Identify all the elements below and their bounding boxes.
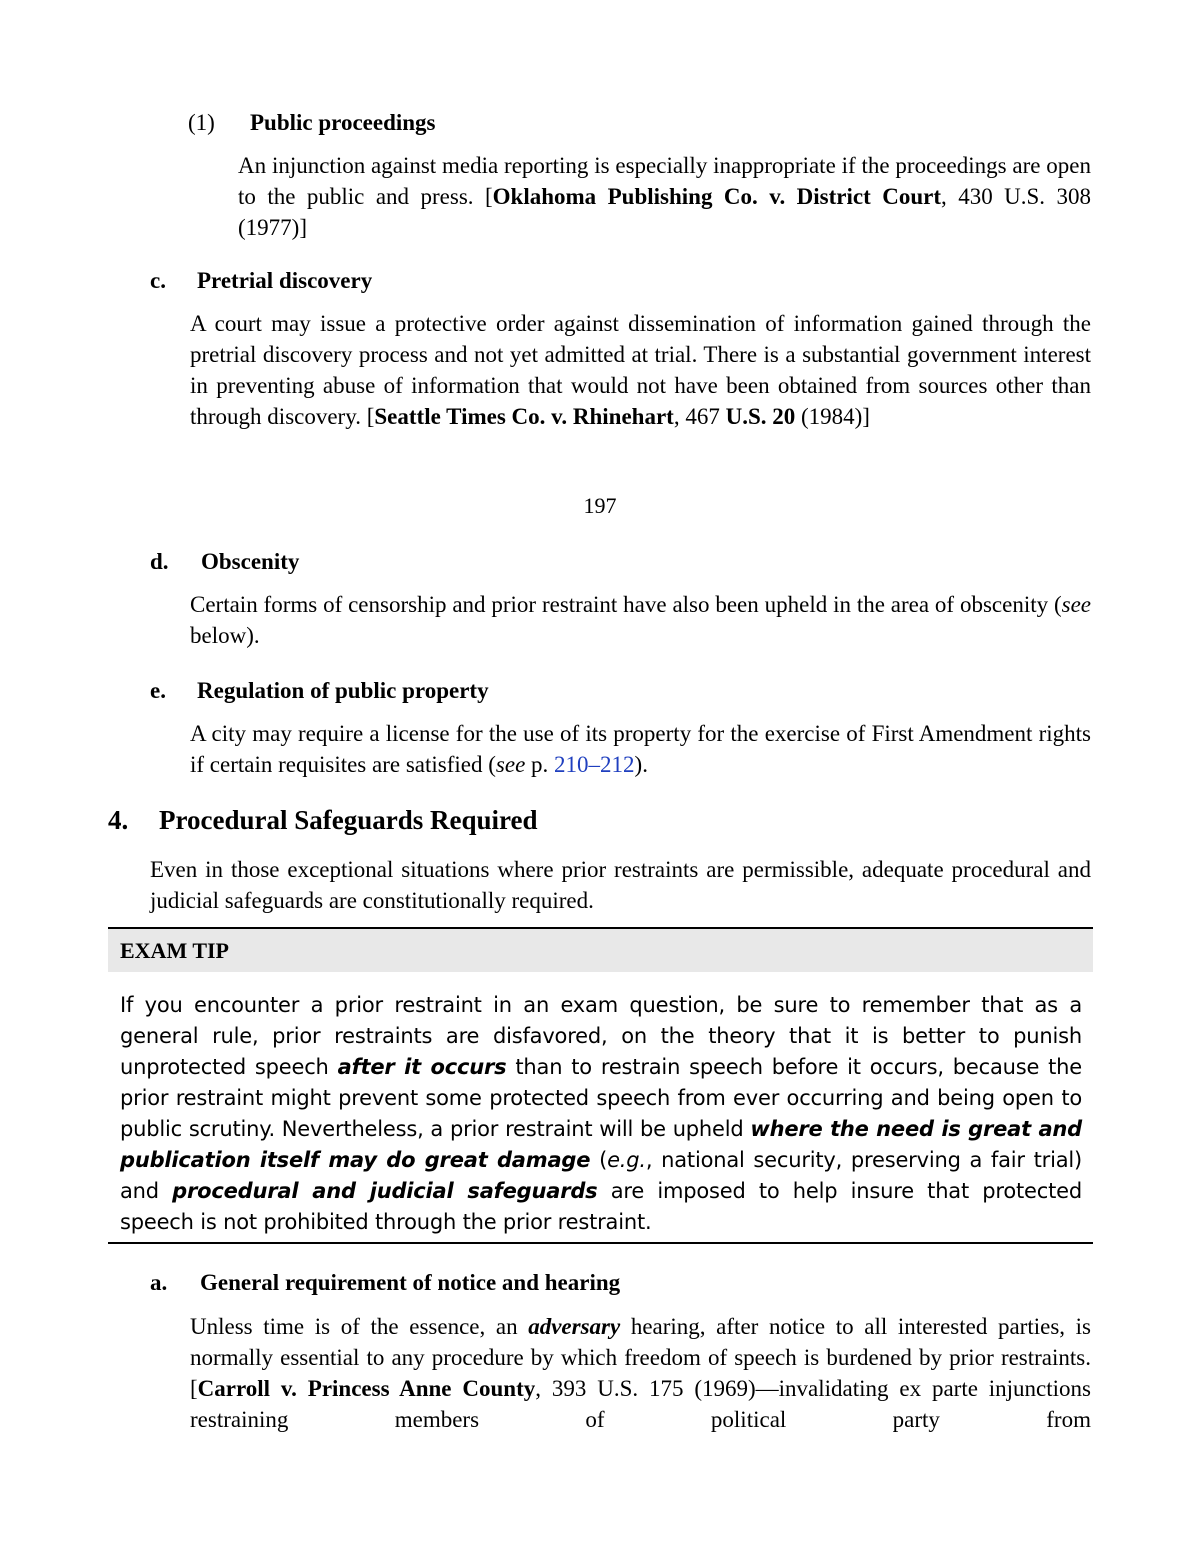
heading-title: Public proceedings — [250, 110, 436, 135]
tip-emphasis: where the need is great and publication itself may do great damage — [120, 1117, 1082, 1172]
paragraph-obscenity — [190, 589, 1091, 651]
heading-public-property — [150, 676, 489, 706]
heading-obscenity — [150, 547, 299, 577]
paragraph-text-end: , 393 U.S. 175 (1969)—invalidating ex parte injunctions restraining members of political party from — [190, 1376, 1091, 1432]
heading-title: General requirement of notice and hearing — [200, 1270, 621, 1295]
paragraph-procedural-safeguards — [150, 854, 1091, 916]
exam-tip-bottom-rule — [108, 1242, 1093, 1244]
see-signal: see — [1061, 592, 1091, 617]
paragraph-text-mid: p. — [525, 752, 555, 777]
tip-text-part: are imposed to help insure that protected speech is not prohibited through the prior restraint. — [120, 1179, 1082, 1234]
heading-marker: d. — [150, 549, 169, 574]
heading-title: Regulation of public property — [197, 678, 489, 703]
heading-marker: c. — [150, 268, 166, 293]
paragraph-public-property — [190, 718, 1091, 780]
tip-text-part: If you encounter a prior restraint in an exam question, be sure to remember that as a general rule, prior restraints are disfavored, on the theory that it is better to punish unprotected speech — [120, 993, 1082, 1079]
paragraph-text: A court may issue a protective order against dissemination of information gained through the pretrial discovery process and not yet admitted at trial. There is a substantial government interest in preventing abuse of information that would not have been obtained from sources other than through discovery. [ — [190, 311, 1091, 429]
heading-notice-and-hearing — [150, 1268, 620, 1298]
case-citation-year: (1984)] — [795, 404, 870, 429]
case-citation: , 430 U.S. 308 (1977)] — [238, 184, 1092, 240]
paragraph-text: Unless time is of the essence, an — [190, 1314, 529, 1339]
paragraph-pretrial-discovery — [190, 308, 1091, 432]
paragraph-notice-and-hearing — [190, 1311, 1091, 1435]
tip-text-part: , national security, preserving a fair trial) and — [120, 1148, 1083, 1203]
case-citation-bold: U.S. 20 — [725, 404, 796, 429]
page-reference-link[interactable]: 210–212 — [554, 752, 635, 777]
heading-pretrial-discovery — [150, 266, 372, 296]
paragraph-text-end: ). — [634, 752, 648, 777]
paragraph-public-proceedings — [238, 150, 1091, 243]
heading-marker: e. — [150, 678, 166, 703]
section-marker: 4. — [108, 805, 129, 835]
tip-emphasis: after it occurs — [337, 1055, 507, 1079]
case-citation: , 467 — [673, 404, 726, 429]
page-number: 197 — [583, 493, 617, 518]
paragraph-text: An injunction against media reporting is especially inappropriate if the proceedings are open to the public and press. [ — [238, 153, 1091, 209]
exam-tip-header-bar — [108, 929, 1093, 972]
section-title: Procedural Safeguards Required — [159, 805, 538, 835]
paragraph-text: Certain forms of censorship and prior restraint have also been upheld in the area of obscenity ( — [190, 592, 1062, 617]
heading-title: Obscenity — [201, 549, 300, 574]
paragraph-text-end: below). — [190, 623, 260, 648]
case-name: Carroll v. Princess Anne County — [197, 1376, 536, 1401]
exam-tip-title: EXAM TIP — [120, 938, 229, 963]
heading-public-proceedings — [188, 108, 436, 138]
exam-tip-text — [120, 990, 1082, 1238]
section-heading-procedural-safeguards — [108, 803, 538, 837]
case-name: Oklahoma Publishing Co. v. District Court — [492, 184, 941, 209]
paragraph-text: A city may require a license for the use of its property for the exercise of First Amendment rights if certain requisites are satisfied ( — [190, 721, 1091, 777]
tip-emphasis: procedural and judicial safeguards — [172, 1179, 598, 1203]
case-name: Seattle Times Co. v. Rhinehart — [374, 404, 674, 429]
tip-text-part: ( — [590, 1148, 608, 1172]
adversary-emphasis: adversary — [528, 1314, 621, 1339]
tip-italic: e.g. — [607, 1148, 646, 1172]
paragraph-text-mid: hearing, after notice to all interested parties, is normally essential to any procedure by which freedom of speech is burdened by prior restraints. [ — [190, 1314, 1091, 1401]
heading-marker: (1) — [188, 110, 215, 135]
see-signal: see — [495, 752, 526, 777]
paragraph-text: Even in those exceptional situations where prior restraints are permissible, adequate procedural and judicial safeguards are constitutionally required. — [150, 857, 1091, 913]
heading-marker: a. — [150, 1270, 168, 1295]
heading-title: Pretrial discovery — [197, 268, 373, 293]
tip-text-part: than to restrain speech before it occurs, because the prior restraint might prevent some protected speech from ever occurring and being open to public scrutiny. Nevertheless, a prior restraint will be upheld — [120, 1055, 1082, 1141]
